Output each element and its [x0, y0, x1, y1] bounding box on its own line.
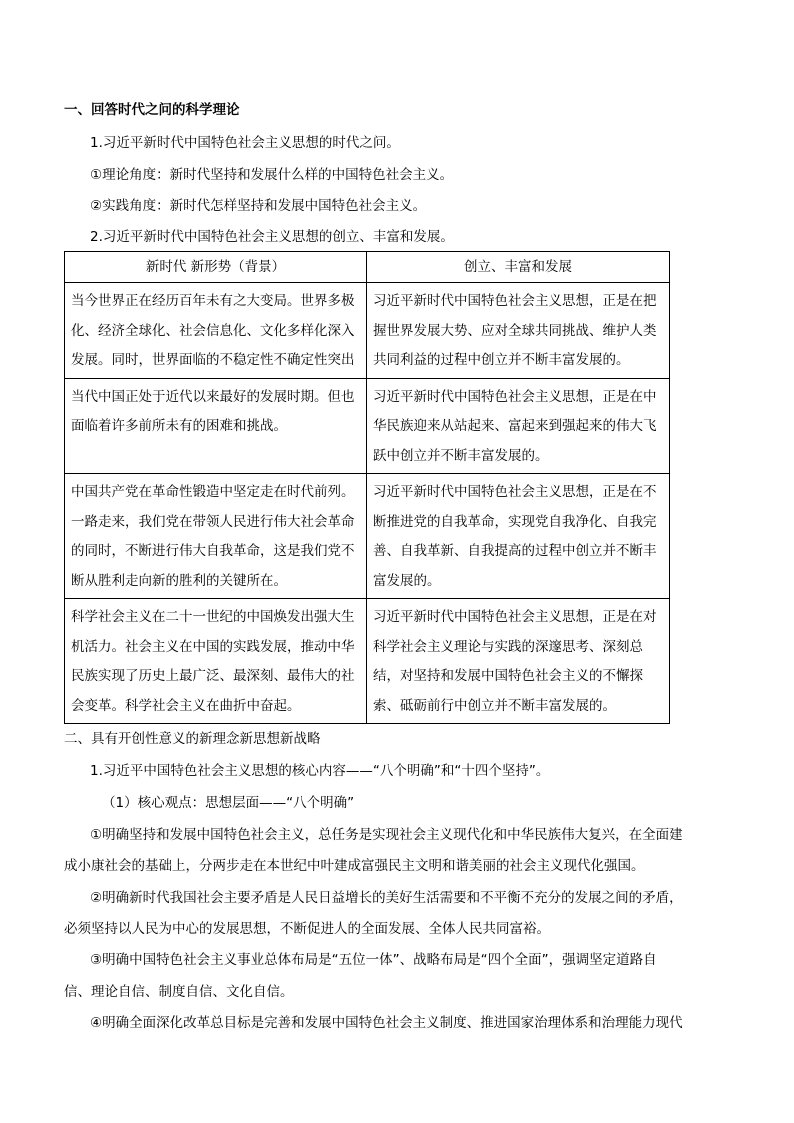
clarity-point-2-line2: 必须坚持以人民为中心的发展思想，不断促进人的全面发展、全体人民共同富裕。: [64, 921, 550, 937]
table-header-row: [65, 252, 670, 283]
table-cell-development: 习近平新时代中国特色社会主义思想，正是在把握世界发展大势、应对全球共同挑战、维护人类共同利益的过程中创立并不断丰富发展的。: [367, 283, 670, 379]
clarity-point-2-line1: ②明确新时代我国社会主要矛盾是人民日益增长的美好生活需要和不平衡不充分的发展之间的矛盾，: [90, 890, 683, 906]
table-cell-background: 中国共产党在革命性锻造中坚定走在时代前列。一路走来，我们党在带领人民进行伟大社会革命的同时，不断进行伟大自我革命，这是我们党不断从胜利走向新的胜利的关键所在。: [65, 474, 367, 599]
section1-point2: ②实践角度：新时代怎样坚持和发展中国特色社会主义。: [90, 198, 427, 214]
section2-sub1: （1）核心观点：思想层面——“八个明确”: [102, 795, 355, 811]
section1-heading: 一、回答时代之问的科学理论: [64, 102, 240, 118]
table-header-development: 创立、丰富和发展: [367, 252, 670, 283]
table-row: [65, 378, 670, 474]
table-header-background: 新时代 新形势（背景）: [65, 252, 367, 283]
table-cell-background: 当今世界正在经历百年未有之大变局。世界多极化、经济全球化、社会信息化、文化多样化深入发展。同时，世界面临的不稳定性不确定性突出: [65, 283, 367, 379]
table-cell-background: 当代中国正处于近代以来最好的发展时期。但也面临着许多前所未有的困难和挑战。: [65, 378, 367, 474]
clarity-point-3-line1: ③明确中国特色社会主义事业总体布局是“五位一体”、战略布局是“四个全面”，强调坚定道路自: [90, 952, 657, 968]
clarity-point-4-line1: ④明确全面深化改革总目标是完善和发展中国特色社会主义制度、推进国家治理体系和治理能力现代: [90, 1015, 683, 1031]
background-development-table: [64, 251, 670, 724]
table-row: [65, 599, 670, 724]
table-cell-development: 习近平新时代中国特色社会主义思想，正是在不断推进党的自我革命，实现党自我净化、自我完善、自我革新、自我提高的过程中创立并不断丰富发展的。: [367, 474, 670, 599]
section1-point1: ①理论角度：新时代坚持和发展什么样的中国特色社会主义。: [90, 167, 454, 183]
section2-item1: 1.习近平中国特色社会主义思想的核心内容——“八个明确”和“十四个坚持”。: [90, 763, 550, 779]
table-row: [65, 474, 670, 599]
clarity-point-1-line2: 成小康社会的基础上，分两步走在本世纪中叶建成富强民主文明和谐美丽的社会主义现代化强国。: [64, 858, 645, 874]
clarity-point-3-line2: 信、理论自信、制度自信、文化自信。: [64, 984, 294, 1000]
table-cell-development: 习近平新时代中国特色社会主义思想，正是在中华民族迎来从站起来、富起来到强起来的伟大飞跃中创立并不断丰富发展的。: [367, 378, 670, 474]
clarity-point-1-line1: ①明确坚持和发展中国特色社会主义，总任务是实现社会主义现代化和中华民族伟大复兴，在全面建: [90, 827, 683, 843]
section2-heading: 二、具有开创性意义的新理念新思想新战略: [64, 731, 321, 747]
section1-item2: 2.习近平新时代中国特色社会主义思想的创立、丰富和发展。: [90, 229, 454, 245]
table-cell-development: 习近平新时代中国特色社会主义思想，正是在对科学社会主义理论与实践的深邃思考、深刻总结，对坚持和发展中国特色社会主义的不懈探索、砥砺前行中创立并不断丰富发展的。: [367, 599, 670, 724]
section1-item1: 1.习近平新时代中国特色社会主义思想的时代之问。: [90, 135, 400, 151]
table-cell-background: 科学社会主义在二十一世纪的中国焕发出强大生机活力。社会主义在中国的实践发展，推动中华民族实现了历史上最广泛、最深刻、最伟大的社会变革。科学社会主义在曲折中奋起。: [65, 599, 367, 724]
table-row: [65, 283, 670, 379]
